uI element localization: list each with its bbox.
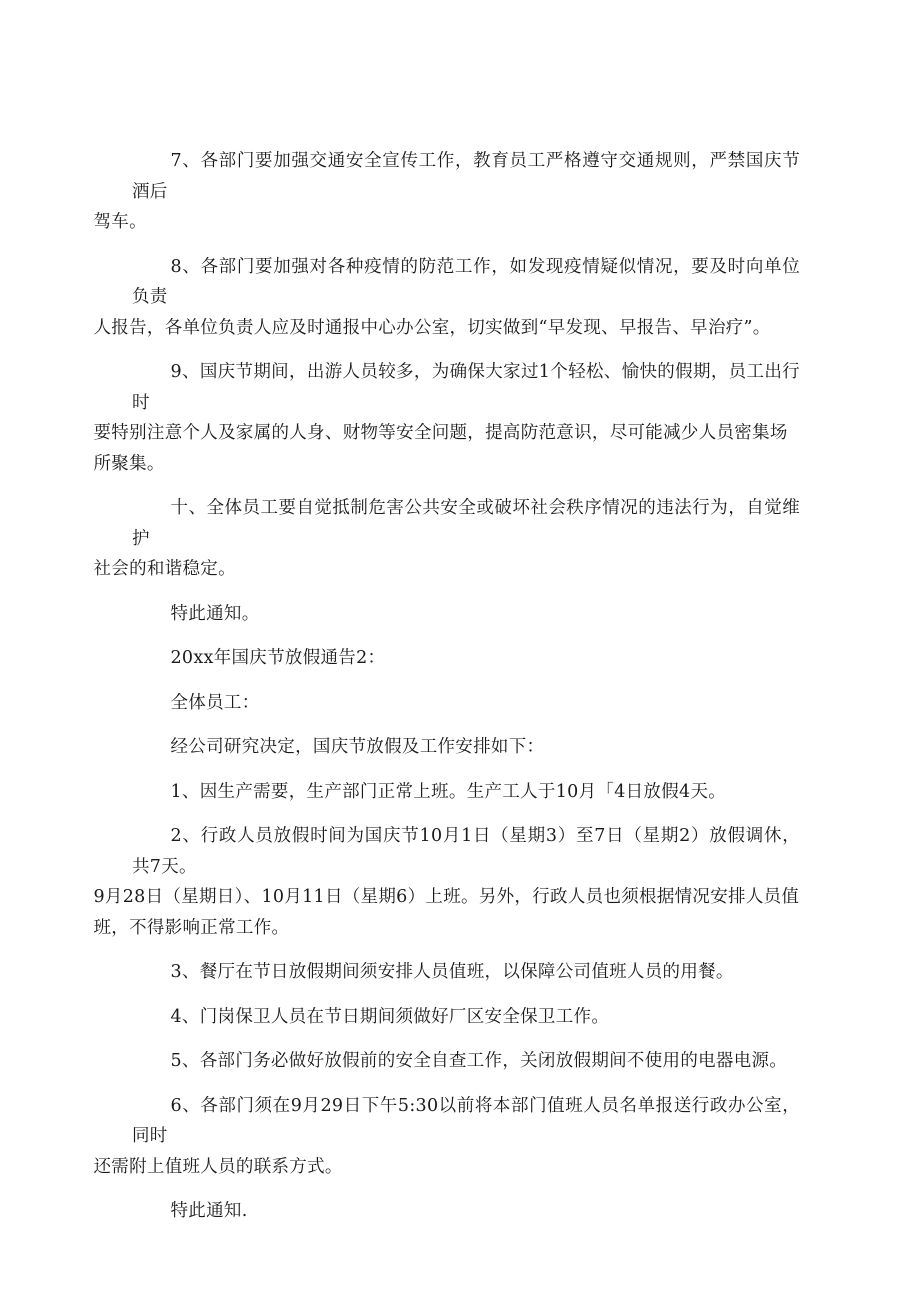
paragraph-line: 特此通知。 (170, 603, 260, 624)
document-body (93, 146, 800, 1241)
notice-title-2 (132, 643, 800, 674)
paragraph-item-1 (132, 777, 800, 808)
paragraph-line: 特此通知. (170, 1201, 248, 1221)
paragraph-line: 所聚集。 (93, 453, 165, 474)
paragraph-line: 5、各部门务必做好放假前的安全自查工作，关闭放假期间不使用的电器电源。 (170, 1051, 788, 1071)
paragraph-line: 要特别注意个人及家属的人身、财物等安全问题，提高防范意识，尽可能减少人员密集场 (93, 423, 788, 443)
paragraph-line: 社会的和谐稳定。 (93, 559, 236, 579)
paragraph-line: 7、各部门要加强交通安全宣传工作，教育员工严格遵守交通规则，严禁国庆节酒后 (132, 151, 800, 202)
paragraph-item-2 (93, 821, 800, 943)
paragraph-line: 经公司研究决定，国庆节放假及工作安排如下： (170, 737, 545, 757)
paragraph-item-8 (93, 252, 800, 344)
paragraph-line: 班，不得影响正常工作。 (93, 917, 290, 938)
paragraph-item-9 (93, 357, 800, 479)
paragraph-line: 十、全体员工要自觉抵制危害公共安全或破坏社会秩序情况的违法行为，自觉维护 (132, 498, 800, 549)
paragraph-item-7 (93, 146, 800, 238)
paragraph-line: 9、国庆节期间，出游人员较多，为确保大家过1个轻松、愉快的假期，员工出行时 (132, 362, 800, 413)
paragraph-item-6 (93, 1091, 800, 1183)
paragraph-line: 人报告，各单位负责人应及时通报中心办公室，切实做到“早发现、早报告、早治疗”。 (93, 317, 771, 338)
paragraph-line: 1、因生产需要，生产部门正常上班。生产工人于10月「4日放假4天。 (170, 781, 727, 802)
paragraph-line: 4、门岗保卫人员在节日期间须做好厂区安全保卫工作。 (170, 1006, 610, 1027)
closing-notice-1 (132, 599, 800, 630)
paragraph-item-5 (132, 1046, 800, 1077)
paragraph-item-4 (132, 1002, 800, 1033)
paragraph-line: 8、各部门要加强对各种疫情的防范工作，如发现疫情疑似情况，要及时向单位负责 (132, 256, 800, 307)
paragraph-line: 2、行政人员放假时间为国庆节10月1日（星期3）至7日（星期2）放假调休，共7天。 (132, 826, 800, 877)
paragraph-item-10 (93, 493, 800, 585)
paragraph-line: 3、餐厅在节日放假期间须安排人员值班，以保障公司值班人员的用餐。 (170, 962, 734, 982)
paragraph-line: 6、各部门须在9月29日下午5:30以前将本部门值班人员名单报送行政办公室，同时 (132, 1095, 800, 1146)
closing-notice-2 (132, 1196, 800, 1227)
paragraph-line: 还需附上值班人员的联系方式。 (93, 1156, 343, 1177)
paragraph-line: 全体员工： (170, 692, 260, 713)
paragraph-line: 9月28日（星期日）、10月11日（星期6）上班。另外，行政人员也须根据情况安排人员值 (93, 887, 800, 907)
intro-paragraph (132, 732, 800, 763)
paragraph-line: 驾车。 (93, 212, 147, 232)
paragraph-line: 20xx年国庆节放假通告2： (170, 648, 386, 668)
salutation (132, 688, 800, 719)
paragraph-item-3 (132, 957, 800, 988)
